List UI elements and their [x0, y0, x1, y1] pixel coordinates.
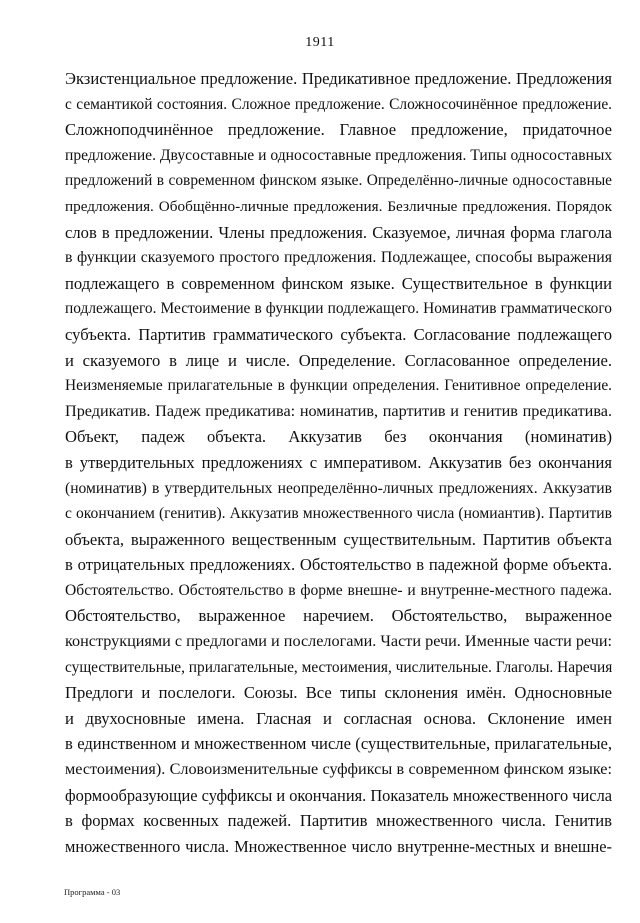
text-line: и сказуемого в лице и числе. Определение. Согласованное определение. — [65, 350, 612, 370]
text-line: Объект, падеж объекта. Аккузатив без окончания (номинатив) — [65, 427, 612, 447]
text-line: в утвердительных предложениях с императивом. Аккузатив без окончания — [65, 452, 612, 472]
text-line: Обстоятельство, выраженное наречием. Обстоятельство, выраженное — [65, 606, 612, 626]
text-line: предложение. Двусоставные и односоставные предложения. Типы односоставных — [65, 146, 612, 164]
text-line: Обстоятельство. Обстоятельство в форме внешне- и внутренне-местного падежа. — [65, 581, 612, 599]
text-line: Сложноподчинённое предложение. Главное предложение, придаточное — [65, 120, 612, 140]
text-line: слов в предложении. Члены предложения. Сказуемое, личная форма глагола — [65, 222, 612, 242]
text-line: и двухосновные имена. Гласная и согласная основа. Склонение имен — [65, 708, 612, 728]
text-line: подлежащего в современном финском языке. Существительное в функции — [65, 273, 612, 293]
text-line: с семантикой состояния. Сложное предложение. Сложносочинённое предложение. — [65, 95, 612, 113]
text-line: Предлоги и послелоги. Союзы. Все типы склонения имён. Односновные — [65, 683, 612, 703]
text-line: в формах косвенных падежей. Партитив множественного числа. Генитив — [65, 811, 612, 831]
text-line: предложений в современном финском языке. Определённо-личные односоставные — [65, 172, 612, 190]
text-line: субъекта. Партитив грамматического субъекта. Согласование подлежащего — [65, 324, 612, 344]
text-line: объекта, выраженного вещественным существительным. Партитив объекта — [65, 529, 612, 549]
page-number: 1911 — [305, 35, 335, 50]
footer-label: Программа - 03 — [64, 887, 121, 897]
text-line: формообразующие суффиксы и окончания. Показатель множественного числа — [65, 785, 612, 805]
text-line: конструкциями с предлогами и послелогами. Части речи. Именные части речи: — [65, 632, 612, 651]
text-line: местоимения). Словоизменительные суффиксы в современном финском языке: — [65, 760, 612, 779]
text-line: в единственном и множественном числе (существительные, прилагательные, — [65, 734, 612, 754]
text-line: Экзистенциальное предложение. Предикативное предложение. Предложения — [65, 69, 612, 88]
text-line: множественного числа. Множественное число внутренне-местных и внешне- — [65, 836, 612, 856]
text-line: предложения. Обобщённо-личные предложения. Безличные предложения. Порядок — [65, 197, 612, 215]
text-line: Неизменяемые прилагательные в функции определения. Генитивное определение. — [65, 377, 612, 395]
text-line: (номинатив) в утвердительных неопределённо-личных предложениях. Аккузатив — [65, 479, 612, 497]
text-line: с окончанием (генитив). Аккузатив множественного числа (номиантив). Партитив — [65, 505, 612, 523]
text-line: Предикатив. Падеж предикатива: номинатив, партитив и генитив предикатива. — [65, 401, 612, 420]
text-line: подлежащего. Местоимение в функции подлежащего. Номинатив грамматического — [65, 300, 612, 318]
body-text — [65, 66, 612, 859]
text-line: существительные, прилагательные, местоимения, числительные. Глаголы. Наречия — [65, 658, 612, 676]
text-line: в отрицательных предложениях. Обстоятельство в падежной форме объекта. — [65, 555, 612, 575]
text-line: в функции сказуемого простого предложения. Подлежащее, способы выражения — [65, 249, 612, 267]
